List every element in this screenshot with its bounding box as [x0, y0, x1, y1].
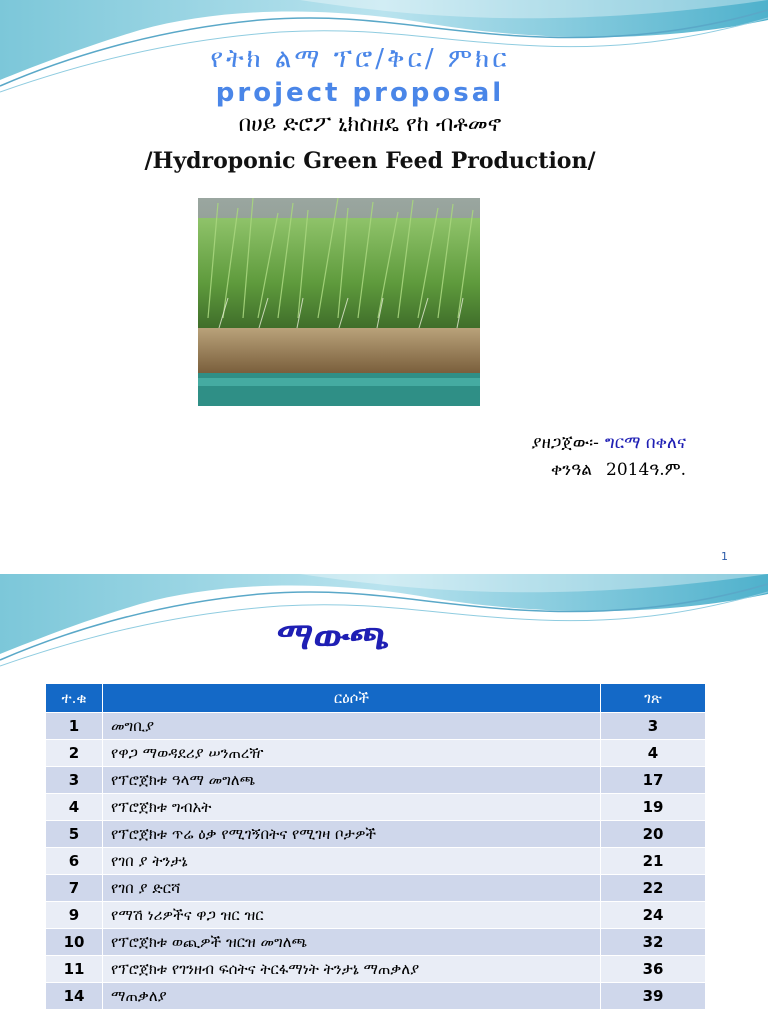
row-topic: የፕሮጀክቱ ግብአት: [103, 794, 601, 821]
row-page: 17: [601, 767, 706, 794]
toc-row: [46, 713, 706, 740]
row-topic: የፕሮጀክቱ ጥሬ ዕቃ የሚገኝበትና የሚገዛ ቦታዎች: [103, 821, 601, 848]
author-label: ያዘጋጀው፡-: [531, 433, 599, 453]
row-page: 19: [601, 794, 706, 821]
row-topic: የፕሮጀክቱ የገንዘብ ፍሰትና ትርፋማነት ትንታኔ ማጠቃለያ: [103, 956, 601, 983]
toc-header-row: [46, 684, 706, 713]
row-no: 3: [46, 767, 103, 794]
row-no: 10: [46, 929, 103, 956]
row-no: 2: [46, 740, 103, 767]
row-page: 39: [601, 983, 706, 1010]
hydroponic-grass-photo: [198, 198, 480, 406]
row-page: 24: [601, 902, 706, 929]
author-name: ግርማ በቀለና: [604, 433, 686, 453]
title-amharic: የትክ ልማ ፕሮ/ቅር/ ምክር: [210, 44, 510, 74]
toc-title: ማውጫ: [276, 614, 390, 658]
row-no: 9: [46, 902, 103, 929]
row-no: 1: [46, 713, 103, 740]
row-topic: ማጠቃለያ: [103, 983, 601, 1010]
toc-row: [46, 848, 706, 875]
title-english: project proposal: [215, 78, 505, 108]
row-no: 7: [46, 875, 103, 902]
row-no: 11: [46, 956, 103, 983]
toc-table: [45, 683, 706, 1010]
date-value: 2014ዓ.ም.: [606, 460, 686, 480]
row-page: 4: [601, 740, 706, 767]
date-label: ቀንዓል: [550, 460, 593, 480]
header-topic: ርዕሶች: [103, 684, 601, 713]
row-page: 22: [601, 875, 706, 902]
toc-row: [46, 929, 706, 956]
toc-row: [46, 956, 706, 983]
toc-row: [46, 794, 706, 821]
slide-page-number: 1: [721, 550, 728, 563]
date-line: [551, 460, 686, 480]
toc-row: [46, 875, 706, 902]
header-no: ተ.ቁ: [46, 684, 103, 713]
row-no: 6: [46, 848, 103, 875]
header-page: ገጽ: [601, 684, 706, 713]
subtitle-amharic: በሀይ ድሮፖ ኒክስዘዴ የከ ብቶመኖ: [238, 112, 502, 137]
row-topic: የገበ ያ ድርሻ: [103, 875, 601, 902]
row-topic: የገበ ያ ትንታኔ: [103, 848, 601, 875]
row-no: 5: [46, 821, 103, 848]
row-page: 32: [601, 929, 706, 956]
toc-row: [46, 983, 706, 1010]
row-topic: የፕሮጀክቱ ወጪዎች ዝርዝ መግለጫ: [103, 929, 601, 956]
toc-row: [46, 902, 706, 929]
row-page: 36: [601, 956, 706, 983]
row-topic: የፕሮጀክቱ ዓላማ መግለጫ: [103, 767, 601, 794]
row-topic: መግቢያ: [103, 713, 601, 740]
toc-row: [46, 821, 706, 848]
subtitle-english: /Hydroponic Green Feed Production/: [144, 148, 596, 174]
row-page: 21: [601, 848, 706, 875]
toc-row: [46, 740, 706, 767]
row-page: 20: [601, 821, 706, 848]
toc-row: [46, 767, 706, 794]
row-no: 4: [46, 794, 103, 821]
row-topic: የማሽ ነሪዎችና ዋጋ ዝር ዝር: [103, 902, 601, 929]
row-no: 14: [46, 983, 103, 1010]
author-line: [531, 433, 686, 453]
slide-table-of-contents: [0, 574, 768, 1024]
row-topic: የዋጋ ማወዳደሪያ ሠንጠረዥ: [103, 740, 601, 767]
row-page: 3: [601, 713, 706, 740]
